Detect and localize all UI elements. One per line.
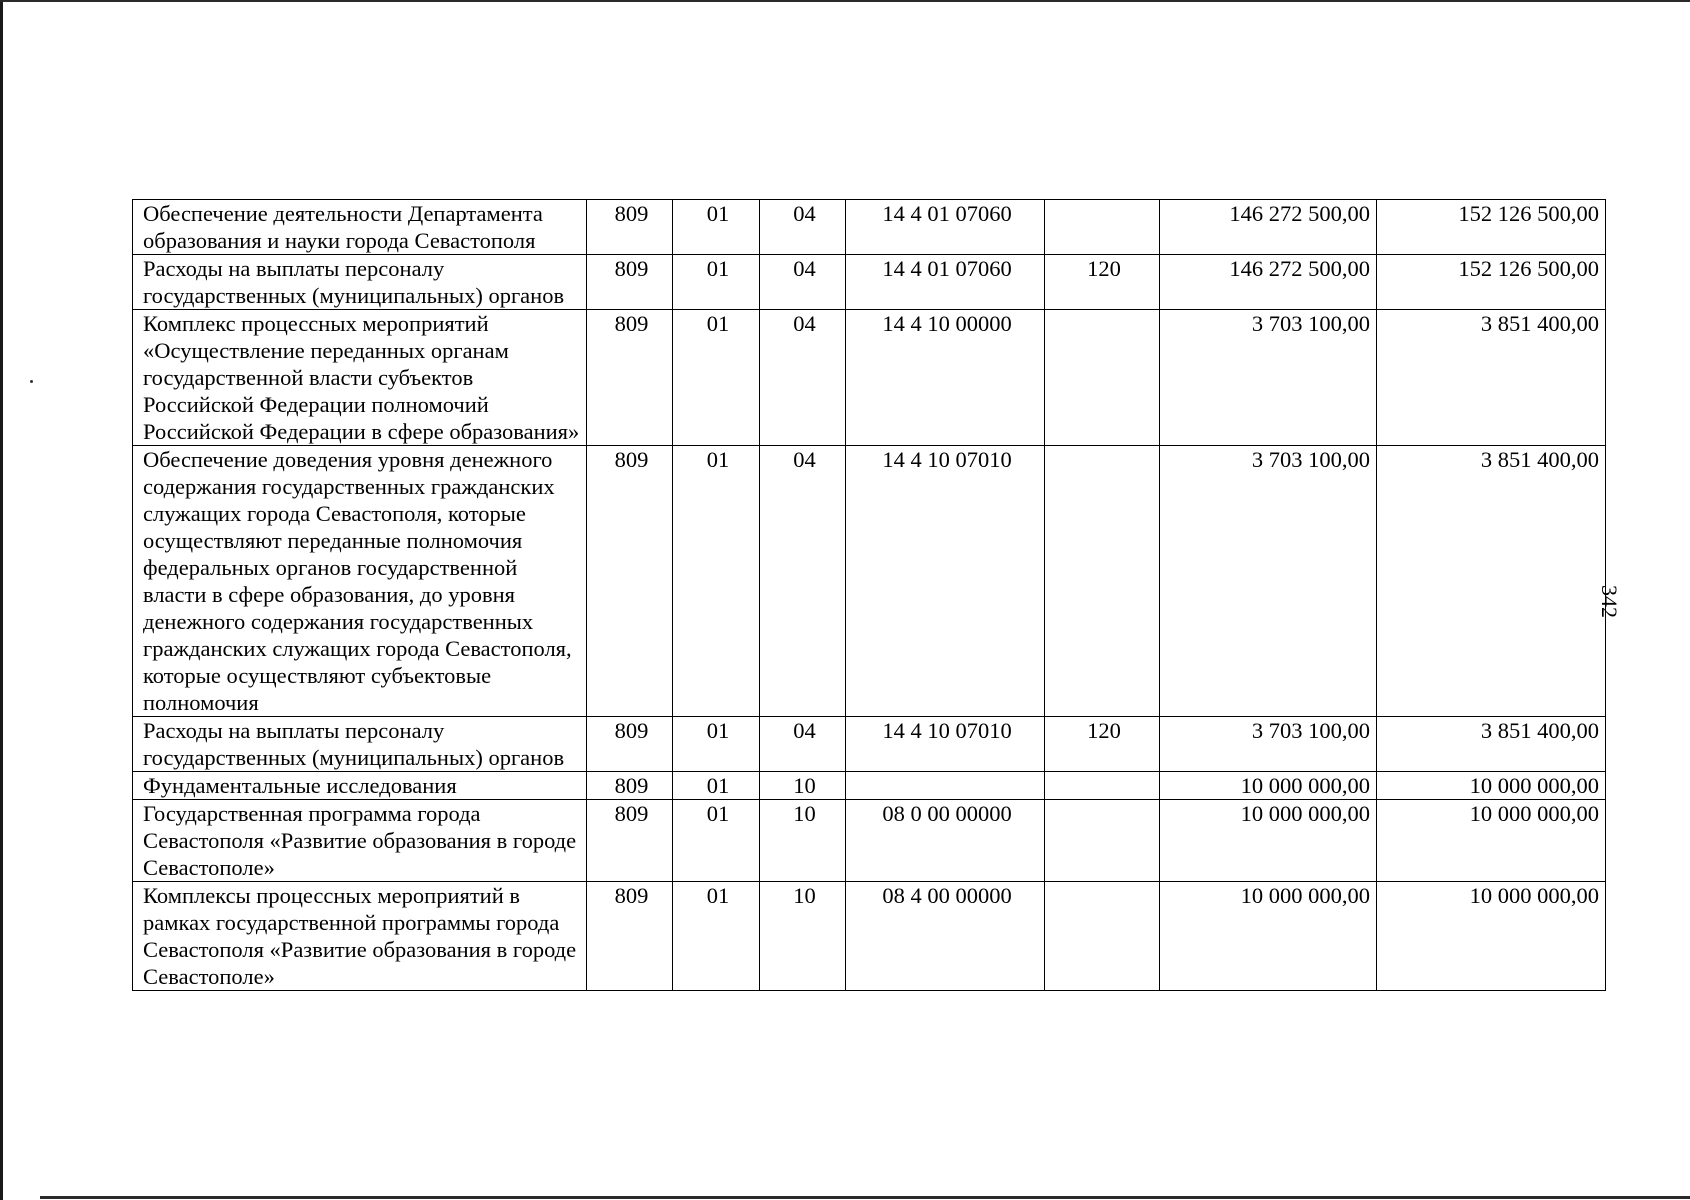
cell-vr: 120: [1045, 717, 1160, 772]
cell-ved: 809: [587, 310, 673, 446]
table-row: [133, 255, 1606, 310]
cell-name: Обеспечение деятельности Департамента образования и науки города Севастополя: [133, 200, 587, 255]
cell-name: Комплексы процессных мероприятий в рамках государственной программы города Севастополя «Развитие образования в городе Севастополе»: [133, 882, 587, 991]
cell-rz: 01: [673, 200, 760, 255]
table-row: [133, 717, 1606, 772]
scan-border-bottom: [40, 1196, 1690, 1199]
cell-ved: 809: [587, 882, 673, 991]
cell-csr: 14 4 01 07060: [846, 200, 1045, 255]
cell-rz: 01: [673, 800, 760, 882]
cell-name: Комплекс процессных мероприятий «Осуществление переданных органам государственной власти субъектов Российской Федерации полномочий Российской Федерации в сфере образования»: [133, 310, 587, 446]
cell-rz: 01: [673, 717, 760, 772]
scan-speck: [30, 380, 33, 383]
cell-csr: 08 4 00 00000: [846, 882, 1045, 991]
cell-sum-2: 3 851 400,00: [1377, 310, 1606, 446]
cell-sum-1: 3 703 100,00: [1160, 446, 1377, 717]
cell-name: Обеспечение доведения уровня денежного содержания государственных гражданских служащих города Севастополя, которые осуществляют переданные полномочия федеральных органов государственной власти в сфере образования, до уровня денежного содержания государственных гражданских служащих города Севастополя, которые осуществляют субъектовые полномочия: [133, 446, 587, 717]
cell-sum-2: 10 000 000,00: [1377, 772, 1606, 800]
table-row: [133, 310, 1606, 446]
cell-pr: 10: [760, 772, 846, 800]
cell-name: Государственная программа города Севастополя «Развитие образования в городе Севастополе»: [133, 800, 587, 882]
table-row: [133, 882, 1606, 991]
cell-ved: 809: [587, 200, 673, 255]
cell-vr: 120: [1045, 255, 1160, 310]
cell-pr: 10: [760, 882, 846, 991]
cell-rz: 01: [673, 255, 760, 310]
cell-sum-1: 146 272 500,00: [1160, 255, 1377, 310]
cell-csr: 14 4 10 07010: [846, 446, 1045, 717]
cell-sum-2: 10 000 000,00: [1377, 882, 1606, 991]
cell-sum-2: 152 126 500,00: [1377, 200, 1606, 255]
cell-name: Расходы на выплаты персоналу государственных (муниципальных) органов: [133, 255, 587, 310]
cell-pr: 10: [760, 800, 846, 882]
table-row: [133, 200, 1606, 255]
cell-sum-1: 10 000 000,00: [1160, 800, 1377, 882]
scan-border-top: [0, 0, 1690, 2]
cell-sum-1: 10 000 000,00: [1160, 772, 1377, 800]
table-row: [133, 446, 1606, 717]
cell-ved: 809: [587, 800, 673, 882]
cell-rz: 01: [673, 772, 760, 800]
cell-rz: 01: [673, 882, 760, 991]
cell-sum-2: 152 126 500,00: [1377, 255, 1606, 310]
cell-ved: 809: [587, 717, 673, 772]
cell-name: Фундаментальные исследования: [133, 772, 587, 800]
cell-csr: 14 4 10 07010: [846, 717, 1045, 772]
scan-border-left: [0, 0, 3, 1200]
cell-pr: 04: [760, 446, 846, 717]
cell-csr: [846, 772, 1045, 800]
cell-sum-1: 146 272 500,00: [1160, 200, 1377, 255]
cell-pr: 04: [760, 310, 846, 446]
cell-csr: 08 0 00 00000: [846, 800, 1045, 882]
cell-pr: 04: [760, 255, 846, 310]
table-row: [133, 800, 1606, 882]
cell-sum-2: 3 851 400,00: [1377, 446, 1606, 717]
cell-ved: 809: [587, 255, 673, 310]
page-number: 342: [1597, 585, 1622, 618]
cell-rz: 01: [673, 446, 760, 717]
cell-rz: 01: [673, 310, 760, 446]
cell-sum-2: 3 851 400,00: [1377, 717, 1606, 772]
cell-name: Расходы на выплаты персоналу государственных (муниципальных) органов: [133, 717, 587, 772]
cell-vr: [1045, 310, 1160, 446]
cell-sum-2: 10 000 000,00: [1377, 800, 1606, 882]
cell-vr: [1045, 446, 1160, 717]
cell-sum-1: 3 703 100,00: [1160, 717, 1377, 772]
table-row: [133, 772, 1606, 800]
cell-vr: [1045, 200, 1160, 255]
cell-ved: 809: [587, 772, 673, 800]
cell-pr: 04: [760, 717, 846, 772]
cell-csr: 14 4 10 00000: [846, 310, 1045, 446]
cell-vr: [1045, 882, 1160, 991]
cell-ved: 809: [587, 446, 673, 717]
cell-sum-1: 3 703 100,00: [1160, 310, 1377, 446]
cell-csr: 14 4 01 07060: [846, 255, 1045, 310]
cell-sum-1: 10 000 000,00: [1160, 882, 1377, 991]
cell-vr: [1045, 800, 1160, 882]
budget-table: [132, 199, 1606, 991]
cell-pr: 04: [760, 200, 846, 255]
cell-vr: [1045, 772, 1160, 800]
